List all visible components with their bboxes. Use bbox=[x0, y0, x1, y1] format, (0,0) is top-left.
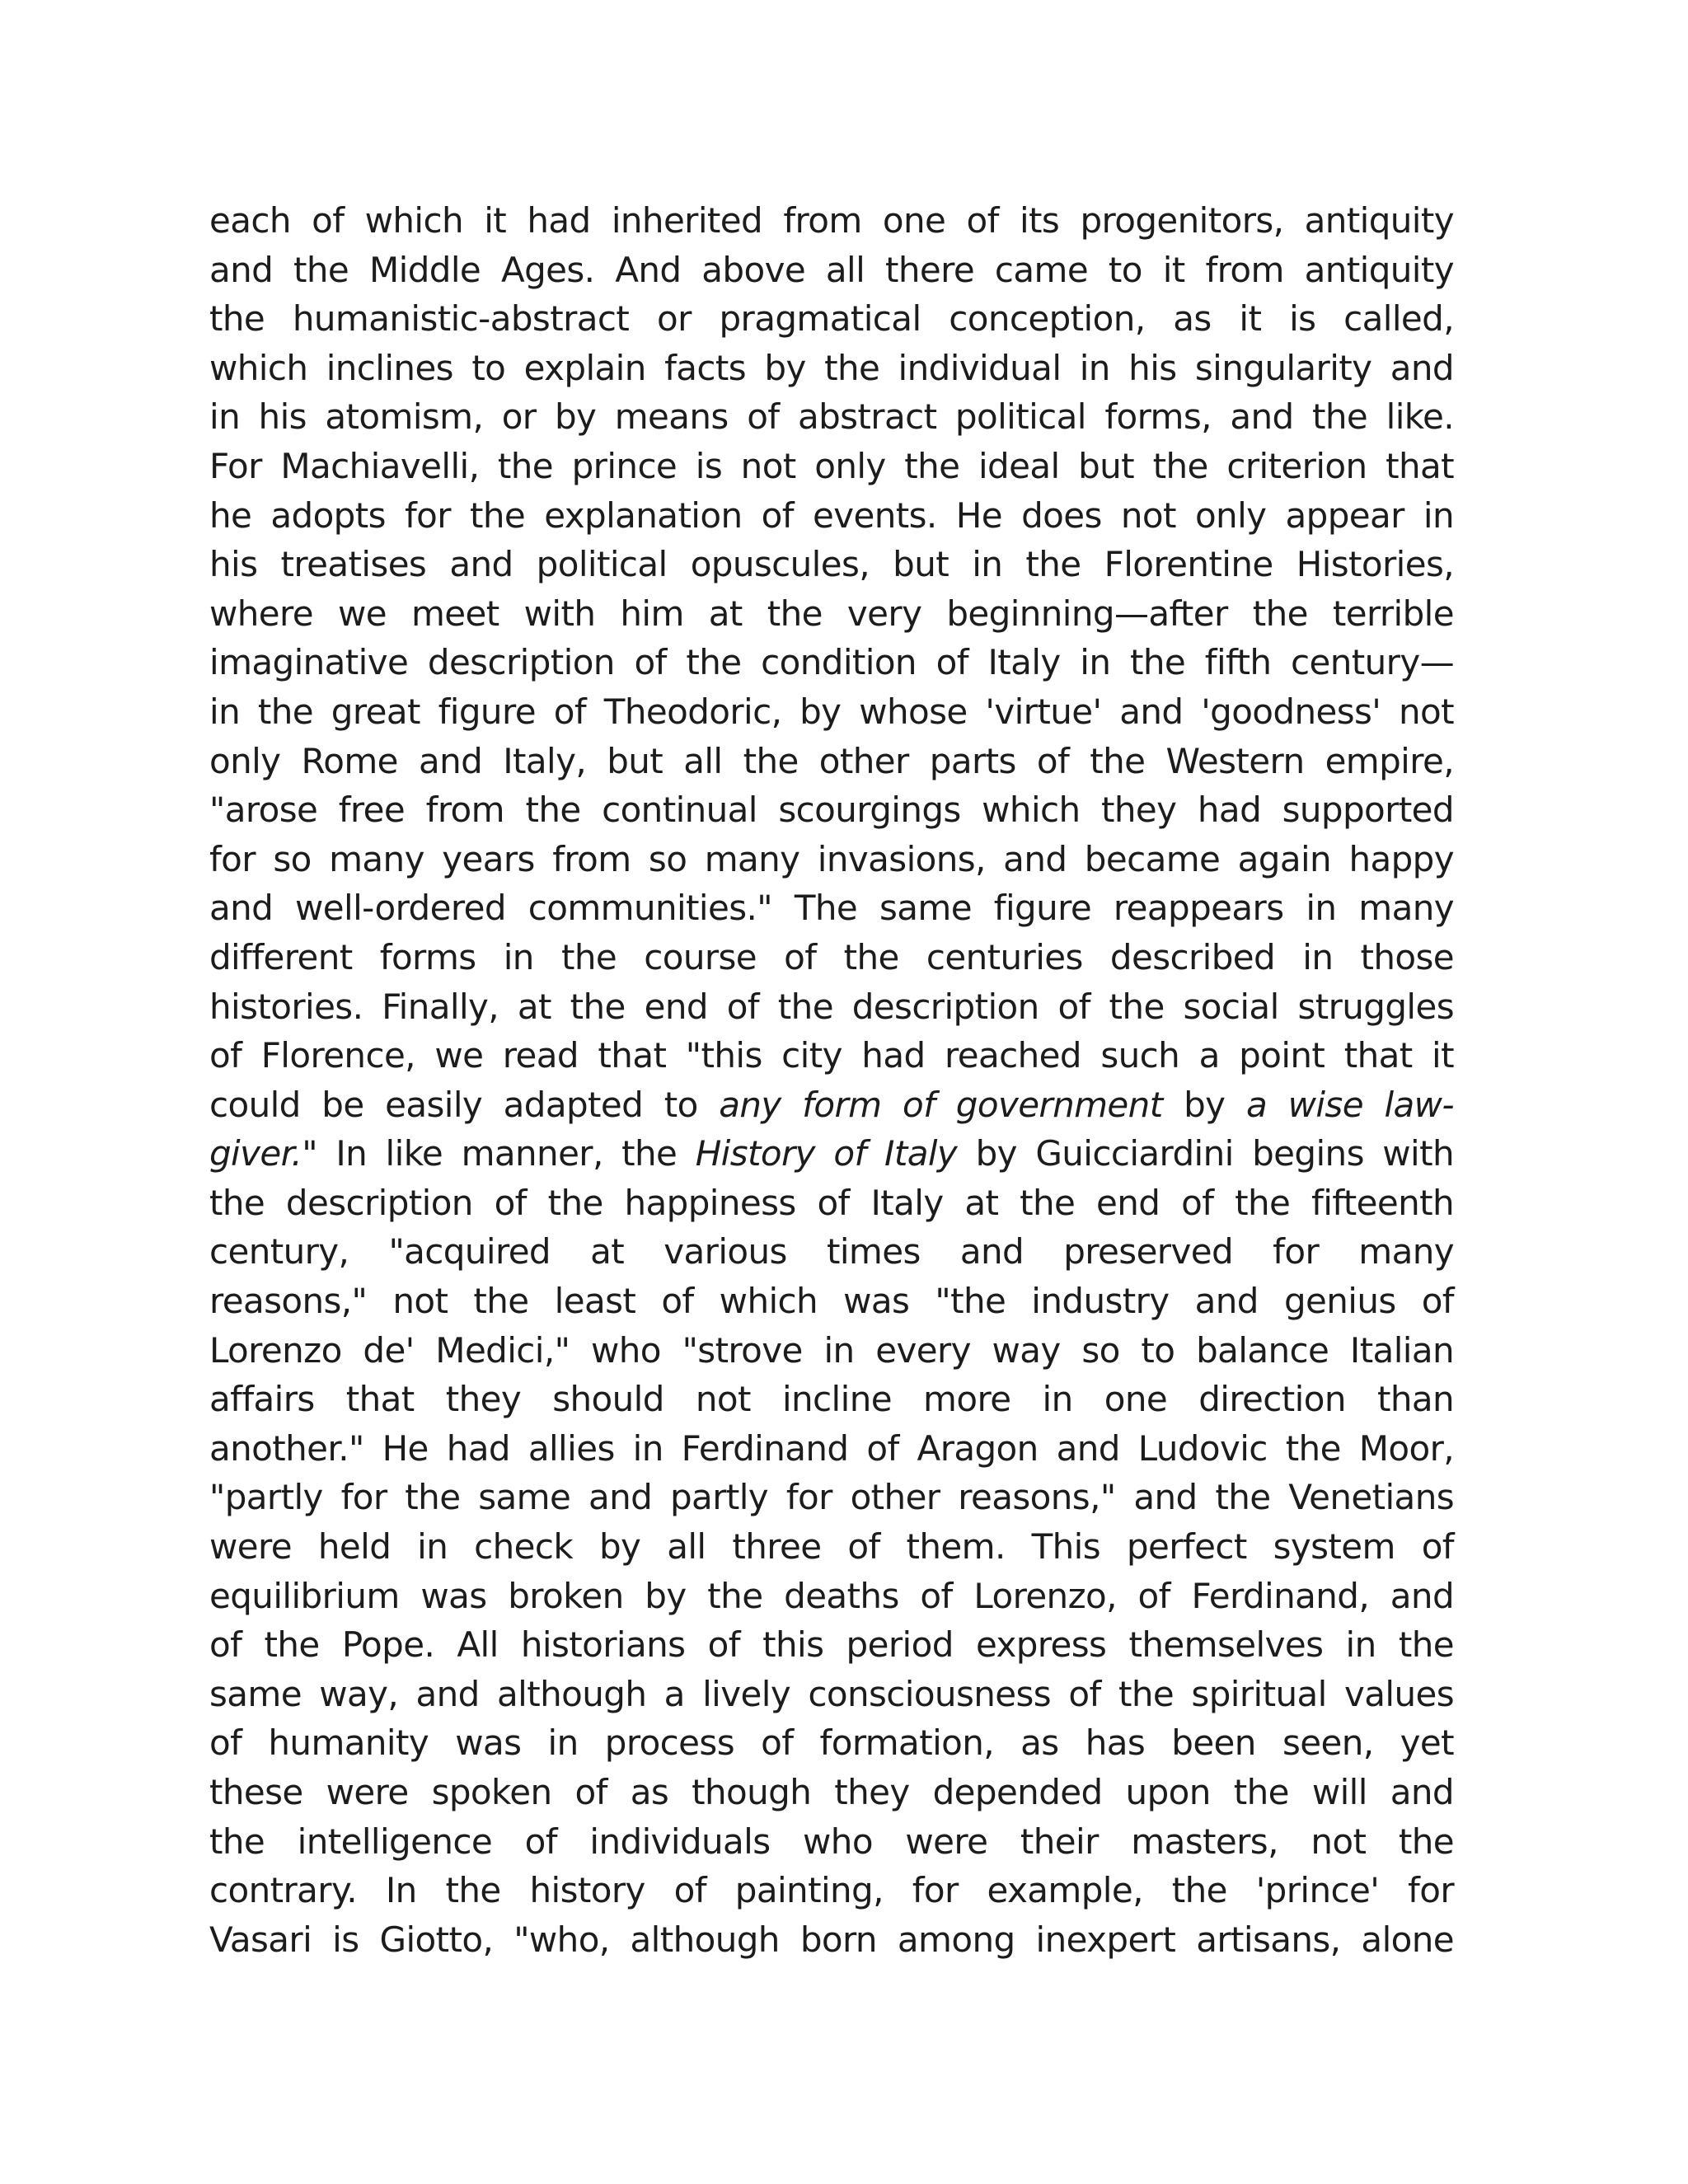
text-segment: only Rome and Italy, but all the other parts of the Western empire, bbox=[209, 740, 1454, 781]
text-segment: "arose free from the continual scourgings which they had supported bbox=[209, 790, 1454, 831]
text-line bbox=[209, 1227, 1454, 1277]
text-segment: of the Pope. All historians of this period express themselves in the bbox=[209, 1624, 1454, 1666]
text-line bbox=[209, 392, 1454, 442]
text-line bbox=[209, 1866, 1454, 1915]
text-line bbox=[209, 785, 1454, 835]
text-segment: his treatises and political opuscules, but in the Florentine Histories, bbox=[209, 544, 1454, 585]
text-segment: century, "acquired at various times and preserved for many bbox=[209, 1231, 1454, 1272]
text-line bbox=[209, 1080, 1454, 1130]
text-segment: the description of the happiness of Italy at the end of the fifteenth bbox=[209, 1182, 1454, 1223]
text-line bbox=[209, 1522, 1454, 1572]
page-body-text bbox=[209, 196, 1454, 1964]
text-line bbox=[209, 1129, 1454, 1179]
italic-text: giver. bbox=[209, 1133, 302, 1174]
text-line bbox=[209, 1670, 1454, 1719]
text-segment: for so many years from so many invasions, and became again happy bbox=[209, 838, 1454, 879]
text-line bbox=[209, 835, 1454, 884]
text-line bbox=[209, 687, 1454, 737]
text-line bbox=[209, 1375, 1454, 1424]
text-segment: reasons," not the least of which was "the industry and genius of bbox=[209, 1281, 1454, 1322]
text-line bbox=[209, 1326, 1454, 1376]
text-segment: For Machiavelli, the prince is not only the ideal but the criterion that bbox=[209, 445, 1454, 486]
text-segment: Vasari is Giotto, "who, although born among inexpert artisans, alone bbox=[209, 1919, 1454, 1960]
text-line bbox=[209, 1572, 1454, 1621]
text-segment: which inclines to explain facts by the individual in his singularity and bbox=[209, 347, 1454, 388]
text-segment: same way, and although a lively consciousness of the spiritual values bbox=[209, 1673, 1454, 1714]
italic-text: any form of government bbox=[719, 1084, 1163, 1125]
text-line bbox=[209, 196, 1454, 246]
text-segment: by bbox=[1162, 1084, 1246, 1125]
text-segment: where we meet with him at the very beginning—after the terrible bbox=[209, 593, 1454, 634]
text-segment: " In like manner, the bbox=[302, 1133, 696, 1174]
text-segment: the intelligence of individuals who were their masters, not the bbox=[209, 1821, 1454, 1862]
text-line bbox=[209, 1768, 1454, 1817]
text-segment: each of which it had inherited from one of its progenitors, antiquity bbox=[209, 200, 1454, 241]
text-line bbox=[209, 1277, 1454, 1326]
text-line bbox=[209, 982, 1454, 1032]
text-segment: the humanistic-abstract or pragmatical conception, as it is called, bbox=[209, 298, 1454, 340]
italic-text: a wise law- bbox=[1245, 1084, 1454, 1125]
text-segment: Lorenzo de' Medici," who "strove in every way so to balance Italian bbox=[209, 1329, 1454, 1371]
text-segment: of humanity was in process of formation, as has been seen, yet bbox=[209, 1722, 1454, 1764]
italic-text: History of Italy bbox=[695, 1133, 958, 1174]
text-segment: in his atomism, or by means of abstract political forms, and the like. bbox=[209, 396, 1454, 438]
text-segment: were held in check by all three of them. This perfect system of bbox=[209, 1526, 1454, 1568]
text-line bbox=[209, 1620, 1454, 1670]
text-line bbox=[209, 737, 1454, 786]
text-segment: and the Middle Ages. And above all there came to it from antiquity bbox=[209, 249, 1454, 290]
text-segment: histories. Finally, at the end of the description of the social struggles bbox=[209, 986, 1454, 1027]
text-segment: these were spoken of as though they depended upon the will and bbox=[209, 1772, 1454, 1812]
text-segment: he adopts for the explanation of events. He does not only appear in bbox=[209, 494, 1454, 536]
text-line bbox=[209, 246, 1454, 295]
text-segment: and well-ordered communities." The same figure reappears in many bbox=[209, 888, 1454, 929]
text-segment: could be easily adapted to bbox=[209, 1084, 720, 1125]
text-line bbox=[209, 1424, 1454, 1474]
text-line bbox=[209, 1915, 1454, 1965]
text-line bbox=[209, 294, 1454, 344]
text-line bbox=[209, 1718, 1454, 1768]
text-line bbox=[209, 1031, 1454, 1080]
text-segment: by Guicciardini begins with bbox=[957, 1133, 1454, 1174]
text-line bbox=[209, 1817, 1454, 1867]
text-line bbox=[209, 1473, 1454, 1522]
text-segment: imaginative description of the condition of Italy in the fifth century— bbox=[209, 642, 1454, 683]
text-segment: of Florence, we read that "this city had reached such a point that it bbox=[209, 1035, 1454, 1076]
text-line bbox=[209, 933, 1454, 982]
text-segment: different forms in the course of the centuries described in those bbox=[209, 936, 1454, 977]
text-segment: "partly for the same and partly for other reasons," and the Venetians bbox=[209, 1477, 1454, 1518]
text-line bbox=[209, 1179, 1454, 1228]
text-segment: affairs that they should not incline more in one direction than bbox=[209, 1379, 1454, 1420]
text-segment: contrary. In the history of painting, for example, the 'prince' for bbox=[209, 1870, 1454, 1911]
text-line bbox=[209, 883, 1454, 933]
text-line bbox=[209, 344, 1454, 393]
text-line bbox=[209, 589, 1454, 639]
text-line bbox=[209, 540, 1454, 589]
text-line bbox=[209, 491, 1454, 541]
text-segment: equilibrium was broken by the deaths of Lorenzo, of Ferdinand, and bbox=[209, 1575, 1454, 1616]
text-line bbox=[209, 638, 1454, 687]
text-segment: in the great figure of Theodoric, by whose 'virtue' and 'goodness' not bbox=[209, 691, 1454, 732]
text-segment: another." He had allies in Ferdinand of Aragon and Ludovic the Moor, bbox=[209, 1427, 1454, 1469]
text-line bbox=[209, 442, 1454, 491]
